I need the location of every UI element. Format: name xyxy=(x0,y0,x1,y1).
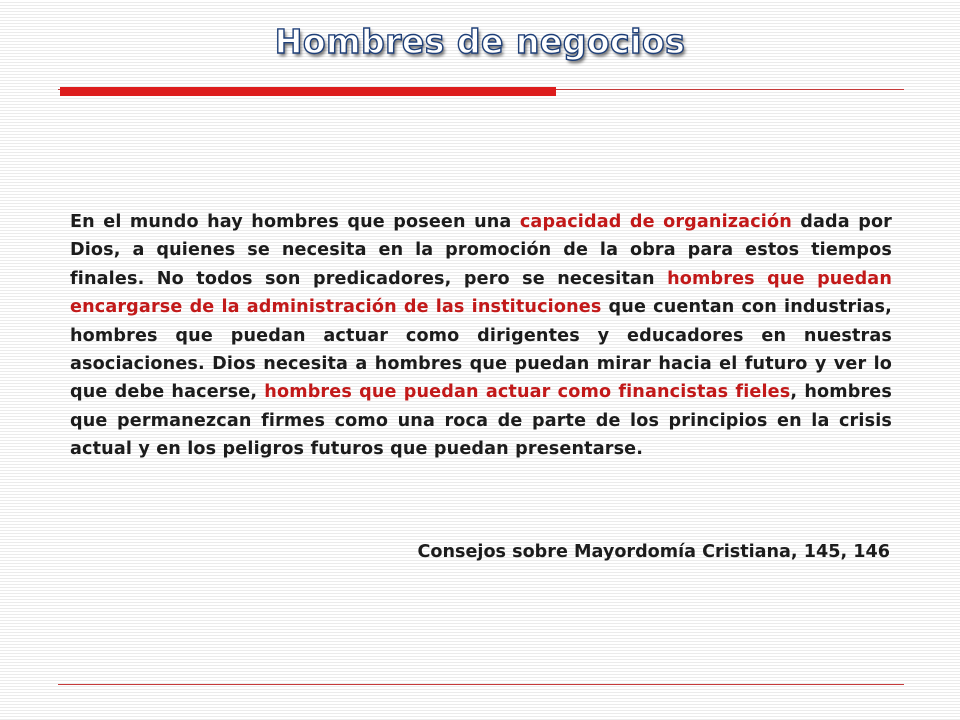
slide-title: Hombres de negocios xyxy=(274,22,686,61)
quote-text-segment: dada por Dios, a quienes se necesita en la promoción de la obra para estos tiempos finales. No todos son predicadores, pero se necesitan xyxy=(70,212,893,289)
bottom-divider-line xyxy=(58,684,904,685)
quote-highlight-financiers: hombres que puedan actuar como financistas fieles xyxy=(264,382,791,403)
quote-text-segment: , hombres que permanezcan firmes como una roca de parte de los principios en la crisis actual y en los peligros futuros que puedan presentarse. xyxy=(70,382,892,460)
quote-text-segment: que cuentan con industrias, hombres que puedan actuar como dirigentes y educadores en nuestras asociaciones. Dios necesita a hombres que puedan mirar hacia el futuro y ver lo que debe hacerse, xyxy=(70,297,892,403)
quote-highlight-administration: hombres que puedan encargarse de la administración de las instituciones xyxy=(70,268,893,318)
top-accent-bar xyxy=(60,87,556,96)
quote-paragraph xyxy=(70,208,892,464)
source-citation: Consejos sobre Mayordomía Cristiana, 145, 146 xyxy=(417,542,890,562)
quote-highlight-organization: capacidad de organización xyxy=(519,212,792,232)
quote-text-segment: En el mundo hay hombres que poseen una xyxy=(70,212,520,232)
